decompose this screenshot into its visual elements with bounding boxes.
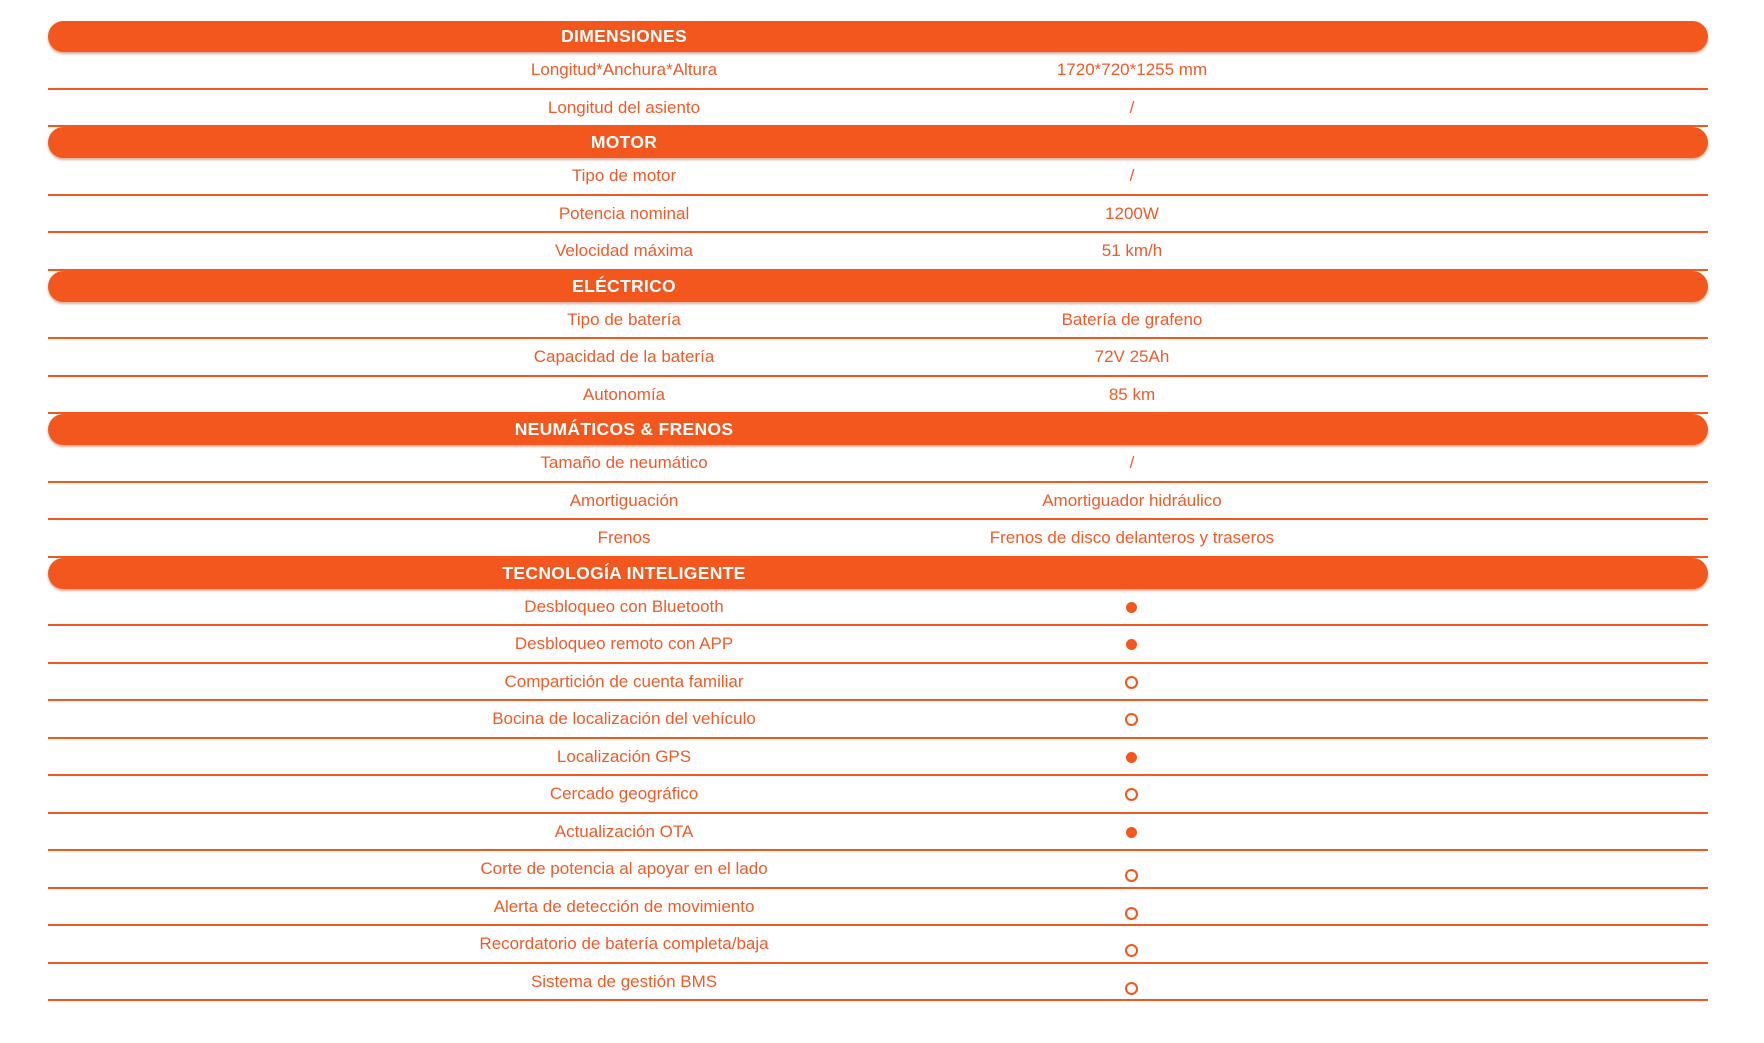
feature-optional-dot-icon	[1125, 869, 1138, 882]
section-header-pill	[48, 558, 1708, 589]
section-header-inner	[370, 21, 1386, 52]
spec-row-inner	[370, 598, 1386, 615]
feature-optional-dot-icon	[1125, 944, 1138, 957]
section-header-pill	[48, 21, 1708, 52]
spec-row-inner	[370, 454, 1386, 471]
spec-row-inner	[370, 348, 1386, 365]
spec-section	[48, 414, 1708, 558]
spec-section	[48, 558, 1708, 1002]
section-rows	[48, 158, 1708, 271]
spec-label: Potencia nominal	[558, 203, 690, 223]
spec-row-inner	[370, 386, 1386, 403]
spec-value: 1720*720*1255 mm	[1056, 60, 1208, 80]
section-title: ELÉCTRICO	[572, 275, 676, 296]
spec-section	[48, 271, 1708, 415]
section-title: MOTOR	[590, 132, 658, 152]
spec-label: Frenos	[597, 528, 651, 548]
spec-label: Sistema de gestión BMS	[530, 971, 718, 991]
spec-row	[48, 483, 1708, 521]
spec-row	[48, 158, 1708, 196]
spec-row	[48, 664, 1708, 702]
spec-label: Desbloqueo remoto con APP	[514, 634, 734, 654]
section-header-pill	[48, 127, 1708, 158]
spec-row	[48, 52, 1708, 90]
section-title: TECNOLOGÍA INTELIGENTE	[502, 562, 746, 583]
spec-value: /	[1129, 166, 1135, 186]
spec-value	[878, 598, 1386, 615]
section-header-pill	[48, 271, 1708, 302]
spec-row-inner	[370, 61, 1386, 78]
spec-row-inner	[370, 311, 1386, 328]
spec-row	[48, 302, 1708, 340]
spec-row-inner	[370, 242, 1386, 259]
spec-value: Amortiguador hidráulico	[1042, 490, 1222, 510]
feature-optional-dot-icon	[1125, 676, 1138, 689]
spec-value	[878, 635, 1386, 652]
spec-row-inner	[370, 710, 1386, 727]
spec-value: /	[1129, 453, 1135, 473]
feature-equipped-dot-icon	[1126, 639, 1137, 650]
spec-label: Cercado geográfico	[549, 784, 699, 804]
section-header-inner	[370, 414, 1386, 445]
feature-equipped-dot-icon	[1126, 602, 1137, 613]
section-rows	[48, 52, 1708, 127]
spec-row	[48, 776, 1708, 814]
spec-value	[878, 785, 1386, 802]
section-header-inner	[370, 558, 1386, 589]
spec-label: Bocina de localización del vehículo	[492, 709, 756, 729]
spec-label: Longitud del asiento	[547, 97, 701, 117]
section-rows	[48, 302, 1708, 415]
spec-row-inner	[370, 673, 1386, 690]
spec-value	[878, 673, 1386, 690]
spec-row-inner	[370, 785, 1386, 802]
spec-row	[48, 739, 1708, 777]
spec-row	[48, 445, 1708, 483]
spec-row-inner	[370, 635, 1386, 652]
spec-label: Longitud*Anchura*Altura	[530, 60, 718, 80]
spec-row-inner	[370, 167, 1386, 184]
spec-value: 51 km/h	[1101, 241, 1163, 261]
spec-value	[878, 860, 1386, 877]
spec-label: Recordatorio de batería completa/baja	[479, 934, 769, 954]
feature-equipped-dot-icon	[1126, 827, 1137, 838]
spec-sheet	[48, 21, 1708, 1001]
spec-label: Amortiguación	[569, 490, 679, 510]
spec-label: Corte de potencia al apoyar en el lado	[480, 859, 768, 879]
spec-row	[48, 851, 1708, 889]
spec-value: 1200W	[1105, 203, 1159, 223]
section-rows	[48, 445, 1708, 558]
section-header-inner	[370, 271, 1386, 302]
spec-row-inner	[370, 748, 1386, 765]
spec-row	[48, 964, 1708, 1002]
spec-label: Desbloqueo con Bluetooth	[524, 596, 724, 616]
feature-optional-dot-icon	[1125, 982, 1138, 995]
spec-row-inner	[370, 492, 1386, 509]
section-header-pill	[48, 414, 1708, 445]
spec-row-inner	[370, 898, 1386, 915]
spec-label: Tipo de motor	[571, 166, 677, 186]
spec-row	[48, 701, 1708, 739]
spec-row-inner	[370, 823, 1386, 840]
spec-row	[48, 926, 1708, 964]
spec-label: Localización GPS	[556, 746, 692, 766]
spec-row-inner	[370, 860, 1386, 877]
spec-value: 72V 25Ah	[1094, 347, 1170, 367]
feature-optional-dot-icon	[1125, 907, 1138, 920]
spec-row-inner	[370, 99, 1386, 116]
spec-value: Batería de grafeno	[1061, 309, 1203, 329]
spec-label: Capacidad de la batería	[533, 347, 715, 367]
spec-row-inner	[370, 935, 1386, 952]
spec-label: Compartición de cuenta familiar	[504, 671, 744, 691]
feature-equipped-dot-icon	[1126, 752, 1137, 763]
spec-value	[878, 973, 1386, 990]
spec-row	[48, 889, 1708, 927]
spec-label: Velocidad máxima	[555, 241, 693, 261]
spec-row	[48, 814, 1708, 852]
spec-row	[48, 589, 1708, 627]
spec-row	[48, 90, 1708, 128]
feature-optional-dot-icon	[1125, 713, 1138, 726]
spec-value	[878, 710, 1386, 727]
spec-value: /	[1129, 97, 1135, 117]
spec-value	[878, 898, 1386, 915]
spec-label: Alerta de detección de movimiento	[493, 896, 755, 916]
section-title: NEUMÁTICOS & FRENOS	[514, 419, 734, 439]
spec-row	[48, 339, 1708, 377]
spec-row	[48, 520, 1708, 558]
spec-row-inner	[370, 973, 1386, 990]
spec-section	[48, 127, 1708, 271]
spec-row-inner	[370, 529, 1386, 546]
spec-row	[48, 233, 1708, 271]
feature-optional-dot-icon	[1125, 788, 1138, 801]
spec-value	[878, 748, 1386, 765]
spec-row	[48, 626, 1708, 664]
spec-label: Tipo de batería	[567, 309, 681, 329]
spec-label: Autonomía	[582, 384, 666, 404]
spec-section	[48, 21, 1708, 127]
spec-row-inner	[370, 205, 1386, 222]
spec-value: Frenos de disco delanteros y traseros	[989, 528, 1275, 548]
section-header-inner	[370, 127, 1386, 158]
section-title: DIMENSIONES	[561, 26, 687, 46]
spec-value	[878, 823, 1386, 840]
section-rows	[48, 589, 1708, 1002]
spec-row	[48, 196, 1708, 234]
spec-label: Tamaño de neumático	[540, 453, 708, 473]
spec-value: 85 km	[1108, 384, 1156, 404]
spec-value	[878, 935, 1386, 952]
spec-row	[48, 377, 1708, 415]
spec-label: Actualización OTA	[554, 821, 694, 841]
